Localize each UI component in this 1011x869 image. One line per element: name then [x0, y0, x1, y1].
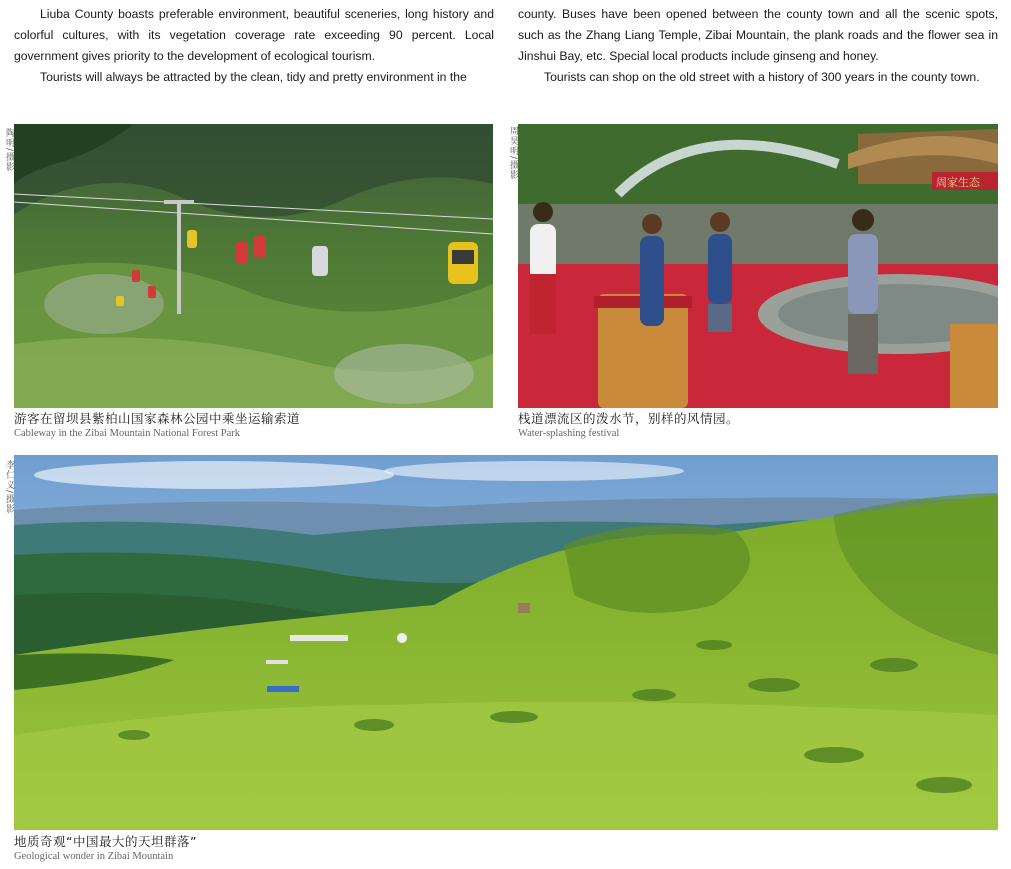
shop-sign: 周家生态 — [936, 176, 980, 189]
article-column-left — [14, 4, 494, 88]
mountain-photo — [14, 455, 998, 830]
caption-en: Geological wonder in Zibai Mountain — [14, 851, 174, 862]
caption-zh: 地质奇观“中国最大的天坦群落” — [14, 834, 197, 849]
photo-credit: 陶明/摄影 — [4, 128, 14, 173]
paragraph: county. Buses have been opened between the county town and all the scenic spots, such as the Zhang Liang Temple, Zibai Mountain, the plank roads and the flower sea in Jinshui Bay, etc. Special local products include ginseng and honey. — [518, 7, 998, 63]
festival-photo — [518, 124, 998, 408]
caption-en: Cableway in the Zibai Mountain National Forest Park — [14, 428, 240, 439]
caption-en: Water-splashing festival — [518, 428, 620, 439]
paragraph: Liuba County boasts preferable environment, beautiful sceneries, long history and colorful cultures, with its vegetation coverage rate exceeding 90 percent. Local government gives priority to the development of ecological tourism. — [14, 7, 494, 63]
caption-zh: 栈道漂流区的泼水节，别样的风情园。 — [518, 411, 740, 426]
caption-zh: 游客在留坝县紫柏山国家森林公园中乘坐运输索道 — [14, 411, 301, 426]
paragraph: Tourists can shop on the old street with a history of 300 years in the county town. — [544, 70, 980, 84]
paragraph: Tourists will always be attracted by the clean, tidy and pretty environment in the — [40, 70, 467, 84]
photo-credit: 周昊明/摄影 — [508, 126, 518, 181]
article-column-right — [518, 4, 998, 88]
cableway-photo — [14, 124, 493, 408]
photo-credit: 李仁义/摄影 — [4, 460, 14, 515]
